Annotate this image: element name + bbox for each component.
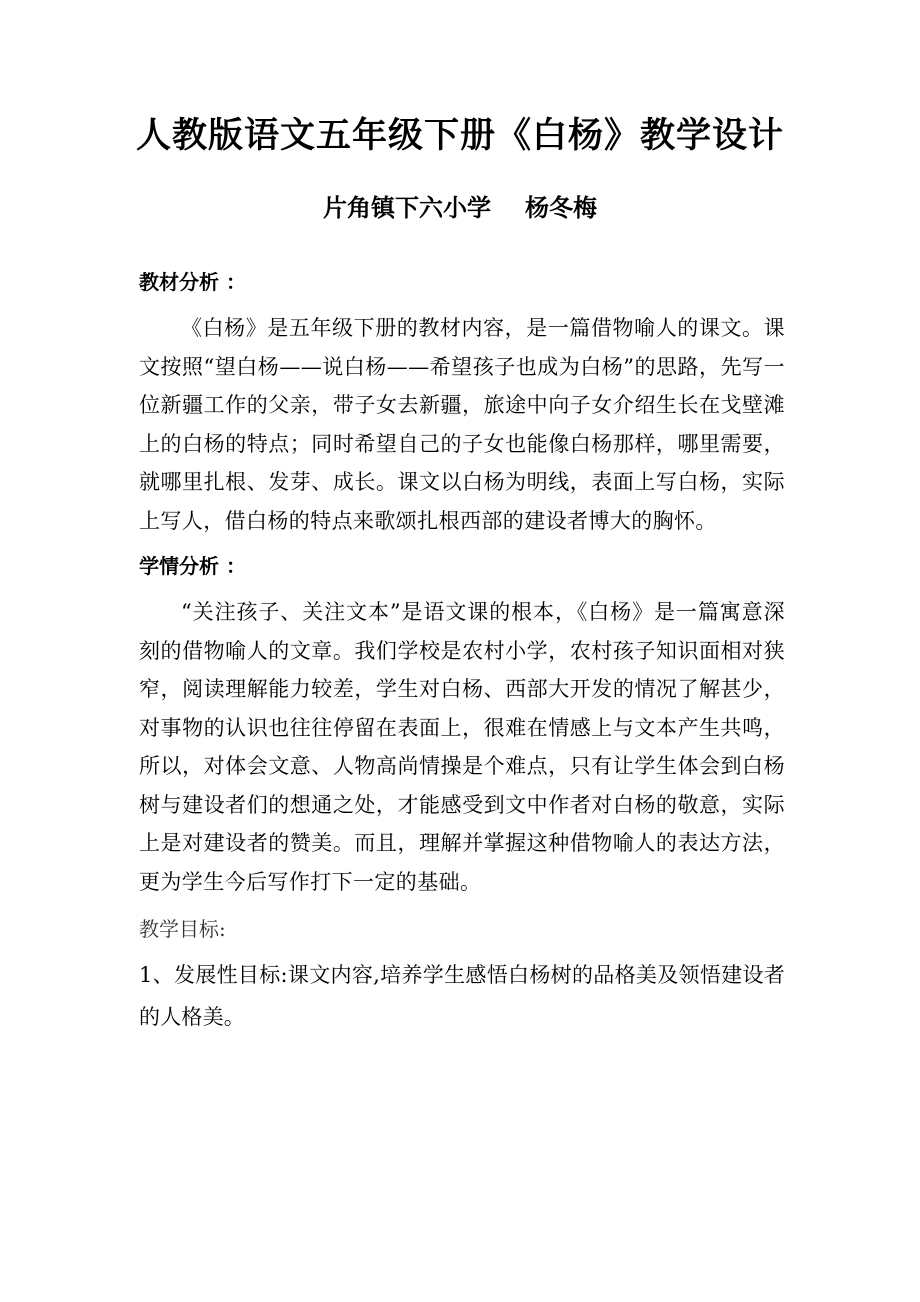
teacher-name: 杨冬梅 [525,193,597,222]
student-analysis-paragraph: “关注孩子、关注文本”是语文课的根本，《白杨》是一篇寓意深刻的借物喻人的文章。我们学校是农村小学，农村孩子知识面相对狭窄，阅读理解能力较差，学生对白杨、西部大开发的情况了解甚少，对事物的认识也往往停留在表面上，很难在情感上与文本产生共鸣，所以，对体会文意、人物高尚情操是个难点，只有让学生体会到白杨树与建设者们的想通之处，才能感受到文中作者对白杨的敬意，实际上是对建设者的赞美。而且，理解并掌握这种借物喻人的表达方法，更为学生今后写作打下一定的基础。 [139,600,785,894]
teaching-goal-1: 1、发展性目标:课文内容,培养学生感悟白杨树的品格美及领悟建设者的人格美。 [139,963,785,1029]
material-analysis-heading: 教材分析 ： [139,270,246,294]
material-analysis-paragraph: 《白杨》是五年级下册的教材内容，是一篇借物喻人的课文。课文按照“望白杨——说白杨——希望孩子也成为白杨”的思路，先写一位新疆工作的父亲，带子女去新疆，旅途中向子女介绍生长在戈壁滩上的白杨的特点；同时希望自己的子女也能像白杨那样，哪里需要，就哪里扎根、发芽、成长。课文以白杨为明线，表面上写白杨，实际上写人，借白杨的特点来歌颂扎根西部的建设者博大的胸怀。 [139,316,785,533]
teaching-goals-heading: 教学目标: [139,917,226,941]
school-name: 片角镇下六小学 [323,193,491,222]
document-body [139,262,785,1038]
author-line [0,190,920,226]
document-title: 人教版语文五年级下册《白杨》教学设计 [135,115,784,156]
student-analysis-heading: 学情分析 ： [139,554,246,578]
